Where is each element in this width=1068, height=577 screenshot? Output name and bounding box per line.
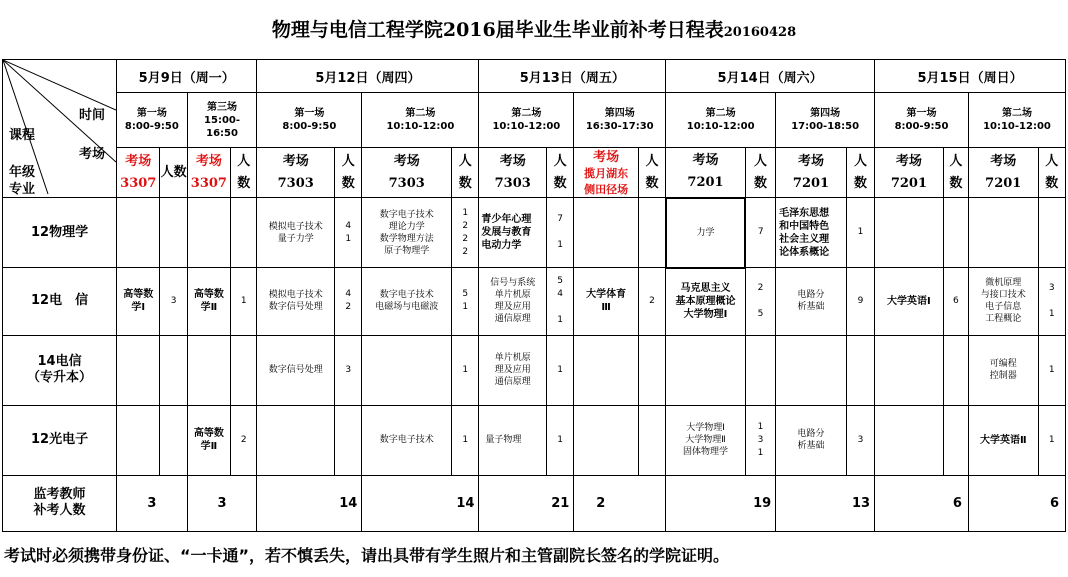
corner-diagonal-line [3, 60, 116, 110]
room-cell [479, 148, 547, 198]
course-cell-selected[interactable]: 力学 [666, 198, 746, 268]
count-cell: 1 [846, 198, 874, 268]
room-number: 7201 [687, 175, 724, 191]
course-cell [574, 335, 639, 405]
count-cell [745, 335, 775, 405]
room-label: 考场 [282, 153, 309, 169]
session-header [666, 93, 776, 148]
count-cell: 1 [547, 335, 574, 405]
day-header: 5月12日（周四） [257, 60, 479, 93]
corner-grade-label: 年级 [9, 165, 36, 180]
course-cell [187, 335, 230, 405]
count-header: 人 数 [1038, 148, 1065, 198]
course-cell [574, 405, 639, 475]
count-cell: 3 [846, 405, 874, 475]
session-header [776, 93, 875, 148]
course-cell: 数字电子技术 理论力学 数学物理方法 原子物理学 [362, 198, 452, 268]
course-cell: 马克思主义 基本原理概论 大学物理Ⅰ [666, 268, 746, 335]
count-cell [943, 335, 968, 405]
session-time: 16:30-17:30 [585, 121, 654, 133]
count-cell [231, 335, 257, 405]
room-label: 考场 [895, 153, 922, 169]
supervisor-count: 3 [117, 475, 188, 531]
count-header: 人 数 [846, 148, 874, 198]
count-header: 人 数 [943, 148, 968, 198]
room-cell [187, 148, 230, 198]
room-cell [574, 148, 639, 198]
supervisor-count: 6 [875, 475, 969, 531]
session-time: 15:00- 16:50 [204, 114, 241, 139]
session-name: 第二场 [511, 108, 542, 120]
session-time: 8:00-9:50 [894, 121, 949, 133]
course-cell [968, 198, 1038, 268]
session-header [257, 93, 362, 148]
course-name: 青少年心理 发展与教育 电动力学 [481, 214, 532, 252]
course-cell [257, 405, 335, 475]
count-cell: 1 2 2 2 [452, 198, 479, 268]
count-cell [943, 198, 968, 268]
row-label: 12光电子 [3, 405, 117, 475]
course-cell: 量子物理 [479, 405, 547, 475]
supervisor-count: 14 [257, 475, 362, 531]
course-cell: 数字电子技术 [362, 405, 452, 475]
count-cell [638, 335, 665, 405]
room-number: 7201 [890, 175, 927, 191]
count-header: 人 数 [745, 148, 775, 198]
day-header: 5月15日（周日） [875, 60, 1066, 93]
course-cell: 大学英语Ⅰ [875, 268, 944, 335]
room-label: 考场 [499, 153, 526, 169]
count-cell: 5 1 [452, 268, 479, 335]
count-cell: 1 [547, 405, 574, 475]
count-cell: 3 [160, 268, 187, 335]
session-time: 8:00-9:50 [282, 121, 337, 133]
exam-notice: 考试时必须携带身份证、“一卡通”，若不慎丢失，请出具带有学生照片和主管副院长签名的学院证明。 [4, 546, 730, 565]
row-label: 14电信 （专升本） [3, 335, 117, 405]
session-time: 10:10-12:00 [686, 121, 755, 133]
room-location: 揽月湖东 侧田径场 [584, 166, 629, 196]
room-cell [117, 148, 160, 198]
corner-major-label: 专业 [9, 182, 36, 197]
room-number: 3307 [190, 175, 227, 191]
session-name: 第二场 [1001, 108, 1032, 120]
course-cell [479, 198, 547, 268]
corner-course-label: 课程 [9, 128, 36, 143]
course-cell [117, 405, 160, 475]
header-corner [3, 60, 117, 198]
course-cell [362, 335, 452, 405]
count-cell [638, 198, 665, 268]
course-cell: 可编程 控制器 [968, 335, 1038, 405]
supervisor-row [3, 475, 1066, 531]
session-header [362, 93, 479, 148]
count-cell: 2 [231, 405, 257, 475]
count-cell [1038, 198, 1065, 268]
count-cell: 1 [452, 335, 479, 405]
room-number: 7303 [388, 175, 425, 191]
room-label: 考场 [797, 153, 824, 169]
course-cell [875, 405, 944, 475]
count-cell: 6 [943, 268, 968, 335]
day-header: 5月13日（周五） [479, 60, 666, 93]
count-header: 人 数 [335, 148, 362, 198]
count-cell: 1 [231, 268, 257, 335]
session-name: 第二场 [705, 108, 736, 120]
room-label: 考场 [692, 153, 719, 169]
supervisor-count: 21 [479, 475, 574, 531]
course-cell: 微机原理 与接口技术 电子信息 工程概论 [968, 268, 1038, 335]
session-header [117, 93, 188, 148]
course-cell [875, 198, 944, 268]
count-header: 人数 [231, 148, 257, 198]
course-cell [875, 335, 944, 405]
count-cell: 3 [335, 335, 362, 405]
supervisor-count: 13 [776, 475, 875, 531]
room-number: 7303 [277, 175, 314, 191]
corner-time-label: 时间 [79, 108, 106, 123]
room-label: 考场 [195, 153, 222, 169]
course-cell: 电路分 析基础 [776, 268, 847, 335]
course-cell: 大学物理Ⅰ 大学物理Ⅱ 固体物理学 [666, 405, 746, 475]
page-title [0, 0, 1068, 60]
row-label: 12物理学 [3, 198, 117, 268]
course-cell: 大学英语Ⅱ [968, 405, 1038, 475]
session-time: 10:10-12:00 [492, 121, 561, 133]
room-label: 考场 [393, 153, 420, 169]
count-cell: 1 [1038, 335, 1065, 405]
course-cell [776, 335, 847, 405]
count-cell: 2 5 [745, 268, 775, 335]
room-number: 7201 [792, 175, 830, 191]
session-name: 第一场 [136, 108, 167, 120]
table-row [3, 335, 1066, 405]
session-name: 第一场 [294, 108, 325, 120]
count-header: 人数 [160, 148, 187, 198]
room-cell [968, 148, 1038, 198]
room-number: 3307 [120, 175, 157, 191]
course-cell: 高等数 学Ⅱ [187, 405, 230, 475]
session-time: 8:00-9:50 [124, 121, 179, 133]
supervisor-count: 3 [187, 475, 257, 531]
room-cell [875, 148, 944, 198]
title-main: 物理与电信工程学院2016届毕业生毕业前补考日程表 [271, 19, 724, 41]
session-header [968, 93, 1065, 148]
table-row [3, 405, 1066, 475]
session-time: 10:10-12:00 [386, 121, 455, 133]
session-name: 第二场 [405, 108, 436, 120]
session-header [574, 93, 666, 148]
course-cell [666, 335, 746, 405]
course-cell: 数字电子技术 电磁场与电磁波 [362, 268, 452, 335]
count-cell [160, 335, 187, 405]
session-name: 第四场 [810, 108, 841, 120]
room-cell [257, 148, 335, 198]
course-cell: 毛泽东思想 和中国特色 社会主义理 论体系概论 [776, 198, 847, 268]
count-cell [231, 198, 257, 268]
course-cell: 单片机原 理及应用 通信原理 [479, 335, 547, 405]
count-cell: 1 3 1 [745, 405, 775, 475]
session-time: 10:10-12:00 [983, 121, 1051, 133]
count-cell [160, 198, 187, 268]
course-cell: 模拟电子技术 量子力学 [257, 198, 335, 268]
session-header [479, 93, 574, 148]
count-cell: 4 2 [335, 268, 362, 335]
room-cell [776, 148, 847, 198]
count-cell: 3 1 [1038, 268, 1065, 335]
count-cell [638, 405, 665, 475]
course-cell: 高等数 学Ⅰ [117, 268, 160, 335]
count-cell: 2 [638, 268, 665, 335]
count-cell: 4 1 [335, 198, 362, 268]
room-label: 考场 [125, 153, 152, 169]
course-cell [187, 198, 230, 268]
room-cell [666, 148, 746, 198]
supervisor-count: 19 [666, 475, 776, 531]
table-row [3, 268, 1066, 335]
corner-room-label: 考场 [79, 147, 106, 162]
course-cell [574, 198, 639, 268]
day-header: 5月9日（周一） [117, 60, 257, 93]
count-cell: 7 [745, 198, 775, 268]
session-name: 第一场 [906, 108, 937, 120]
room-label: 考场 [593, 149, 620, 165]
course-cell: 信号与系统 单片机原 理及应用 通信原理 [479, 268, 547, 335]
count-cell: 1 [452, 405, 479, 475]
supervisor-label: 监考教师 补考人数 [3, 475, 117, 531]
supervisor-count: 2 [574, 475, 666, 531]
count-header: 人 数 [638, 148, 665, 198]
room-number: 7303 [494, 175, 531, 191]
session-time: 17:00-18:50 [791, 121, 860, 133]
room-cell [362, 148, 452, 198]
room-label: 考场 [990, 153, 1017, 169]
title-date: 20160428 [723, 25, 797, 40]
session-header [187, 93, 257, 148]
count-cell: 5 4 1 [547, 268, 574, 335]
session-header [875, 93, 969, 148]
count-cell [335, 405, 362, 475]
course-cell: 大学体育 Ⅲ [574, 268, 639, 335]
course-cell: 电路分 析基础 [776, 405, 847, 475]
count-cell [160, 405, 187, 475]
count-header: 人 数 [452, 148, 479, 198]
session-name: 第四场 [604, 108, 635, 120]
count-cell: 1 [1038, 405, 1065, 475]
course-cell [117, 335, 160, 405]
course-cell: 模拟电子技术 数字信号处理 [257, 268, 335, 335]
course-cell: 数字信号处理 [257, 335, 335, 405]
session-name: 第三场 [207, 101, 238, 113]
supervisor-count: 6 [968, 475, 1065, 531]
count-cell [846, 335, 874, 405]
table-row [3, 198, 1066, 268]
course-cell [117, 198, 160, 268]
count-cell [943, 405, 968, 475]
count-header: 人 数 [547, 148, 574, 198]
exam-schedule-table [2, 59, 1066, 532]
day-header: 5月14日（周六） [666, 60, 875, 93]
row-label: 12电 信 [3, 268, 117, 335]
room-number: 7201 [985, 175, 1022, 191]
count-cell: 9 [846, 268, 874, 335]
count-cell: 7 1 [547, 198, 574, 268]
supervisor-count: 14 [362, 475, 479, 531]
course-cell: 高等数 学Ⅱ [187, 268, 230, 335]
